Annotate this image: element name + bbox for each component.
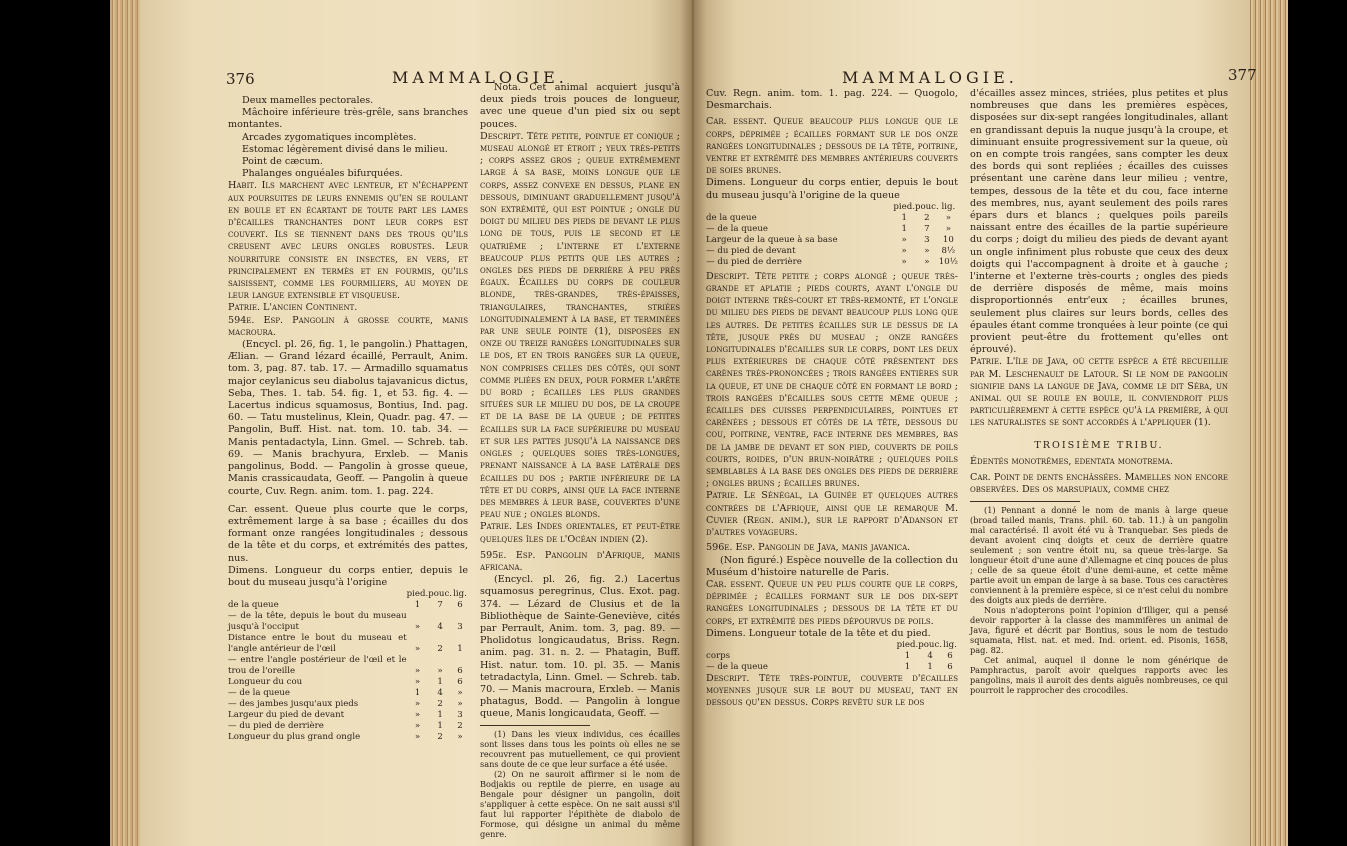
paragraph: Patrie. L'île de Java, où cette espèce a été recueillie par M. Leschenault de Latour. Si le nom de pangolin signifie dans la langue de Java, comme le dit Séba, un animal qui se roule en boule, il conviendroit plus particulièrement à cette espèce qu'à la première, à qui les naturalistes se sont accordés à l'appliquer (1). bbox=[970, 356, 1228, 429]
table-cell: 2 bbox=[457, 721, 463, 732]
table-cell: 3 bbox=[457, 710, 463, 721]
footnote-rule bbox=[970, 501, 1080, 502]
table-row bbox=[706, 235, 958, 246]
table-cell: — de la queue bbox=[228, 688, 290, 699]
table-row bbox=[228, 655, 468, 677]
book-gutter bbox=[680, 0, 706, 846]
table-header: pouc. bbox=[428, 589, 452, 600]
left-page bbox=[140, 0, 693, 846]
table-cell: — de la tête, depuis le bout du museau jusqu'à l'occiput bbox=[228, 611, 407, 633]
table-header: lig. bbox=[941, 201, 956, 212]
paragraph: Patrie. Les Indes orientales, et peut-être quelques îles de l'Océan indien (2). bbox=[480, 521, 680, 545]
left-column-1 bbox=[228, 95, 468, 835]
paragraph: Descript. Tête très-pointue, couverte d'écailles moyennes jusque sur le bout du museau, tant en dessous qu'en dessus. Corps revêtu sur le dos bbox=[706, 672, 958, 709]
paragraph: Car. essent. Queue beaucoup plus longue que le corps, déprimée ; écailles formant sur le dos onze rangées longitudinales ; dessous de la tête, poitrine, ventre et extrémité des membres antérieurs couverts de soies brunes. bbox=[706, 116, 958, 177]
paragraph: Car. Point de dents enchâssées. Mamelles non encore observées. Des os marsupiaux, comme chez bbox=[970, 472, 1228, 496]
paragraph: d'écailles assez minces, striées, plus petites et plus nombreuses que dans les premières espèces, disposées sur dix-sept rangées longitudinales, allant en grandissant depuis la nuque jusqu'à la croupe, et diminuant ensuite progressivement sur la queue, où on en compte trois rangées, sans compter les deux des bords qui sont repliées ; écailles des cuisses présentant une carène dans leur milieu ; ventre, tempes, dessous de la tête et du cou, face interne des membres, nus, ayant seulement des poils rares épars durs et blancs ; quelques poils pareils naissant entre des écailles de la partie supérieure du corps ; doigt du milieu des pieds de devant ayant un ongle infiniment plus robuste que ceux des deux doigts qui l'accompagnent à droite et à gauche ; l'interne et l'externe très-courts ; ongles des pieds de derrière disposés de même, mais moins disproportionnés entr'eux ; écailles brunes, seulement plus claires sur leurs bords, celles des épaules étant comme tronquées à leur pointe (ce qui provient peut-être du frottement qu'elles ont éprouvé). bbox=[970, 88, 1228, 356]
table-header: lig. bbox=[943, 639, 957, 650]
species-heading: 596e. Esp. Pangolin de Java, manis javanica. bbox=[706, 542, 911, 554]
table-cell: 1 bbox=[904, 661, 911, 672]
tribe-title: TROISIÈME TRIBU. bbox=[1034, 439, 1164, 451]
table-header-row bbox=[228, 589, 468, 600]
left-page-edges bbox=[110, 0, 142, 846]
table-cell: corps bbox=[706, 650, 731, 661]
table-cell: 1 bbox=[437, 677, 443, 688]
table-cell: 2 bbox=[924, 212, 930, 223]
paragraph: Patrie. Le Sénégal, la Guinée et quelques autres contrées de l'Afrique, ainsi que le remarque M. Cuvier (Regn. anim.), sur le rapport d'Adanson et d'autres voyageurs. bbox=[706, 490, 958, 539]
footnote: Cet animal, auquel il donne le nom générique de Pamphractus, paroît avoir quelques rapports avec les pangolins, mais il auroit des dents aiguës nombreuses, ce qui pourroit le rapprocher des crocodiles. bbox=[970, 654, 1228, 695]
table-cell: 2 bbox=[437, 699, 443, 710]
table-row bbox=[228, 699, 468, 710]
table-row bbox=[228, 710, 468, 721]
table-cell: » bbox=[924, 256, 930, 267]
paragraph: (Encycl. pl. 26, fig. 1, le pangolin.) Phattagen, Ælian. — Grand lézard écaillé, Perrault, Anim. tom. 3, pag. 87. tab. 17. — Armadillo squamatus major ceylanicus seu diabolus tajavanicus dictus, Seba, Thes. 1. tab. 54. fig. 1, et 53. fig. 4. — Lacertus indicus squamosus, Bontius, Ind. pag. 60. — Tatu mustelinus, Klein, Quadr. pag. 47. — Pangolin, Buff. Hist. nat. tom. 10. tab. 34. — Manis pentadactyla, Linn. Gmel. — Schreb. tab. 69. — Manis brachyura, Erxleb. — Manis pangolinus, Bodd. — Pangolin à grosse queue, Manis crassicaudata, Geoff. — Pangolin à queue courte, Cuv. Regn. anim. tom. 1. pag. 224. bbox=[228, 339, 468, 497]
paragraph: Deux mamelles pectorales. bbox=[242, 95, 374, 106]
table-cell: — de la queue bbox=[706, 661, 768, 672]
table-cell: » bbox=[457, 688, 463, 699]
table-cell: 10½ bbox=[938, 256, 958, 267]
table-cell: Distance entre le bout du museau et l'angle antérieur de l'œil bbox=[228, 633, 407, 655]
table-cell: — du pied de derrière bbox=[228, 721, 324, 732]
table-cell: Largeur de la queue à sa base bbox=[706, 234, 838, 245]
paragraph: Estomac légèrement divisé dans le milieu. bbox=[242, 143, 448, 155]
table-cell: 6 bbox=[947, 650, 953, 661]
table-cell: 7 bbox=[437, 600, 443, 611]
paragraph: (Encycl. pl. 26, fig. 2.) Lacertus squamosus peregrinus, Clus. Exot. pag. 374. — Lézard de Clusius et de la Bibliothèque de Sainte-Geneviève, cités par Perrault, Anim. tom. 3, pag. 89. — Pholidotus longicaudatus, Briss. Regn. anim. pag. 31. n. 2. — Phatagin, Buff. Hist. natur. tom. 10. pl. 35. — Manis tetradactyla, Linn. Gmel. — Schreb. tab. 70. — Manis macroura, Erxleb. — Manis phatagus, Bodd. — Pangolin à longue queue, Manis longicaudata, Geoff. — bbox=[480, 574, 680, 720]
table-cell: 3 bbox=[924, 234, 930, 245]
table-row bbox=[228, 732, 468, 743]
right-column-2 bbox=[970, 88, 1228, 840]
footnote: Nous n'adopterons point l'opinion d'Illiger, qui a pensé devoir rapporter à la classe des mammifères un animal de Java, figuré et décrit par Bontius, sous le nom de testudo squamata, Hist. nat. et med. Ind. orient. ed. Pisonis, 1658, pag. 82. bbox=[970, 604, 1228, 655]
paragraph: Habit. Ils marchent avec lenteur, et n'échappent aux poursuites de leurs ennemis qu'en se roulant en boule et en écartant de toute part les lames d'écailles tranchantes dont leur corps est couvert. Ils se tiennent dans des trous qu'ils creusent avec leurs ongles robustes. Leur nourriture consiste en insectes, en vers, et principalement en termès et en fourmis, qu'ils saisissent, comme les fourmiliers, au moyen de leur langue extensible et visqueuse. bbox=[228, 180, 468, 302]
table-header: pied. bbox=[406, 589, 429, 600]
footnote: (2) On ne sauroit affirmer si le nom de Bodjakis ou reptile de pierre, en usage au Bengale pour désigner un pangolin, doit s'appliquer à cette espèce. On ne sait aussi s'il faut lui rapporter l'épithète de diabolo de Formose, qui désigne un animal du même genre. bbox=[480, 768, 680, 839]
table-cell: » bbox=[945, 223, 951, 234]
footnote-rule bbox=[480, 725, 590, 726]
table-cell: 6 bbox=[947, 661, 953, 672]
table-cell: — entre l'angle postérieur de l'œil et le trou de l'oreille bbox=[228, 655, 407, 677]
paragraph: Car. essent. Queue un peu plus courte que le corps, déprimée ; écailles formant sur le dos dix-sept rangées longitudinales ; dessous de la tête et du corps, et extrémité des pieds dépourvus de poils. bbox=[706, 578, 958, 627]
table-cell: Largeur du pied de devant bbox=[228, 710, 345, 721]
table-cell: 2 bbox=[437, 644, 443, 655]
table-cell: » bbox=[924, 245, 930, 256]
paragraph: Car. essent. Queue plus courte que le corps, extrêmement large à sa base ; écailles du dos formant onze rangées longitudinales ; dessous de la tête et du corps, et extrémités des pattes, nus. bbox=[228, 503, 468, 564]
page-number: 377 bbox=[1228, 66, 1257, 84]
table-cell: 1 bbox=[414, 688, 421, 699]
table-cell: Longueur du cou bbox=[228, 677, 303, 688]
table-cell: 1 bbox=[901, 223, 907, 234]
page-number: 376 bbox=[226, 70, 255, 88]
left-column-2 bbox=[480, 82, 680, 837]
running-head: MAMMALOGIE. bbox=[392, 68, 568, 87]
table-header: pied. bbox=[896, 639, 919, 650]
paragraph: Nota. Cet animal acquiert jusqu'à deux pieds trois pouces de longueur, avec une queue d'un pied six ou sept pouces. bbox=[480, 82, 680, 130]
paragraph: Dimens. Longueur du corps entier, depuis le bout du museau jusqu'à l'origine bbox=[228, 564, 468, 588]
table-cell: » bbox=[414, 699, 421, 710]
table-cell: 1 bbox=[437, 710, 443, 721]
table-row bbox=[228, 633, 468, 655]
table-cell: 3 bbox=[457, 622, 463, 633]
table-cell: 4 bbox=[437, 688, 443, 699]
table-cell: 7 bbox=[924, 223, 930, 234]
paragraph: Dimens. Longueur totale de la tête et du pied. bbox=[706, 627, 931, 639]
right-page-edges bbox=[1248, 0, 1288, 846]
table-cell: Longueur du plus grand ongle bbox=[228, 732, 361, 743]
table-cell: » bbox=[414, 732, 421, 743]
table-cell: 6 bbox=[457, 677, 463, 688]
table-row bbox=[706, 224, 958, 235]
table-cell: » bbox=[414, 721, 421, 732]
table-cell: de la queue bbox=[706, 212, 757, 223]
footnote: (1) Pennant a donné le nom de manis à large queue (broad tailed manis, Trans. phil. 60. tab. 11.) à un pangolin mal caractérisé. Il avoit été vu à Tranquebar. Ses pieds de devant avoient cinq doigts et ceux de derrière quatre seulement ; son ventre étoit nu, sa queue très-large. Sa longueur étoit d'une aune d'Allemagne et cinq pouces de plus ; celle de sa queue étoit d'une demi-aune, et cette même partie avoit un empan de large à sa base. Tous ces caractères conviennent à la première espèce, si ce n'est celui du nombre des doigts aux pieds de derrière. bbox=[970, 504, 1228, 605]
table-header: pouc. bbox=[918, 639, 942, 650]
table-row bbox=[706, 651, 958, 662]
table-cell: » bbox=[414, 644, 421, 655]
table-row bbox=[706, 257, 958, 268]
table-cell: 1 bbox=[437, 721, 443, 732]
table-cell: 6 bbox=[457, 666, 463, 677]
table-cell: 1 bbox=[904, 650, 911, 661]
table-cell: » bbox=[457, 732, 463, 743]
paragraph: Mâchoire inférieure très-grêle, sans branches montantes. bbox=[228, 107, 468, 131]
paragraph: Descript. Tête petite ; corps alongé ; queue très-grande et aplatie ; pieds courts, ayant l'ongle du doigt interne très-court et très-remonté, et l'ongle du milieu des pieds de devant beaucoup plus long que les autres. De petites écailles sur le dessus de la tête, jusque près du museau ; onze rangées longitudinales d'écailles sur le corps, dont les deux plus extérieures de chaque côté présentent des carènes très-prononcées ; trois rangées entières sur la queue, et une de chaque côté en formant le bord ; trois rangées d'écailles sous cette même queue ; écailles des cuisses perpendiculaires, pointues et carénées ; dessous et côtés de la tête, dessous du cou, poitrine, ventre, face interne des membres, bas de la jambe de devant et son pied, couverts de poils courts, roides, d'un brun-noirâtre ; quelques poils semblables à la base des ongles des pieds de derrière ; ongles bruns ; écailles brunes. bbox=[706, 270, 958, 490]
table-cell: 1 bbox=[457, 644, 463, 655]
table-cell: 4 bbox=[927, 650, 933, 661]
tribe-subtitle: Édentés monotrêmes, edentata monotrema. bbox=[970, 455, 1173, 467]
table-cell: 2 bbox=[437, 732, 443, 743]
table-header: pied. bbox=[893, 201, 915, 212]
table-row bbox=[706, 213, 958, 224]
table-row bbox=[228, 677, 468, 688]
table-cell: 1 bbox=[414, 600, 421, 611]
table-row bbox=[228, 721, 468, 732]
table-row bbox=[706, 246, 958, 257]
table-cell: 6 bbox=[457, 600, 463, 611]
table-row bbox=[706, 662, 958, 673]
right-column-1 bbox=[706, 88, 958, 840]
table-header: lig. bbox=[453, 589, 467, 600]
table-header: pouc. bbox=[914, 201, 939, 212]
table-cell: de la queue bbox=[228, 600, 279, 611]
species-heading: 594e. Esp. Pangolin à grosse courte, manis macroura. bbox=[228, 314, 468, 338]
table-cell: » bbox=[901, 234, 907, 245]
table-cell: » bbox=[414, 666, 421, 677]
right-page bbox=[692, 0, 1257, 846]
table-cell: » bbox=[414, 710, 421, 721]
table-cell: — de la queue bbox=[706, 223, 768, 234]
table-cell: 8½ bbox=[941, 245, 956, 256]
table-row bbox=[228, 611, 468, 633]
table-header-row bbox=[706, 640, 958, 651]
table-cell: » bbox=[901, 245, 907, 256]
table-cell: — du pied de devant bbox=[706, 245, 796, 256]
table-cell: » bbox=[414, 622, 421, 633]
table-cell: » bbox=[901, 256, 907, 267]
footnote: (1) Dans les vieux individus, ces écailles sont lisses dans tous les points où elles ne se recouvrent pas mutuellement, ce qui provient sans doute de ce que leur surface a été usée. bbox=[480, 728, 680, 769]
table-row bbox=[228, 688, 468, 699]
table-cell: » bbox=[945, 212, 951, 223]
table-header-row bbox=[706, 202, 958, 213]
table-cell: » bbox=[457, 699, 463, 710]
table-cell: 4 bbox=[437, 622, 443, 633]
table-cell: » bbox=[414, 677, 421, 688]
paragraph: (Non figuré.) Espèce nouvelle de la collection du Muséum d'histoire naturelle de Paris. bbox=[706, 554, 958, 578]
table-cell: » bbox=[437, 666, 443, 677]
table-row bbox=[228, 600, 468, 611]
table-cell: — du pied de derrière bbox=[706, 256, 802, 267]
paragraph: Dimens. Longueur du corps entier, depuis le bout du museau jusqu'à l'origine de la queue bbox=[706, 177, 958, 201]
table-cell: 1 bbox=[927, 661, 933, 672]
dimensions-table bbox=[228, 589, 468, 743]
paragraph: Descript. Tête petite, pointue et conique ; museau alongé et étroit ; yeux très-petits ; corps assez gros ; queue extrêmement large à sa base, moins longue que le corps, assez convexe en dessus, plane en dessous, diminuant graduellement jusqu'à son extrémité, qui est pointue ; ongle du doigt du milieu des pieds de devant le plus long de tous, puis le second et le quatrième ; l'interne et l'externe beaucoup plus petits que les autres ; ongles des pieds de derrière à peu près égaux. Écailles du corps de couleur blonde, très-grandes, très-épaisses, triangulaires, tranchantes, striées longitudinalement à la base, et terminées par une seule pointe (1), disposées en onze ou treize rangées longitudinales sur le dos, et en trois rangées sur la queue, non comprises celles des côtés, qui sont comme pliées en deux, pour former l'arête du bord ; écailles les plus grandes situées sur le milieu du dos, de la croupe et de la base de la queue ; de petites écailles sur la face supérieure du museau et sur les pattes jusqu'à la naissance des ongles ; quelques soies très-longues, prenant naissance à la base latérale des écailles du dos ; partie inférieure de la tête et du corps, ainsi que la face interne des membres à leur base, couvertes d'une peau nue ; ongles blonds. bbox=[480, 130, 680, 521]
table-cell: 1 bbox=[901, 212, 907, 223]
table-cell: 10 bbox=[942, 234, 954, 245]
table-cell: — des jambes jusqu'aux pieds bbox=[228, 699, 359, 710]
paragraph: Point de cæcum. bbox=[242, 156, 323, 168]
running-head: MAMMALOGIE. bbox=[842, 68, 1018, 87]
paragraph: Arcades zygomatiques incomplètes. bbox=[242, 131, 417, 143]
paragraph: Cuv. Regn. anim. tom. 1. pag. 224. — Quogolo, Desmarchais. bbox=[706, 88, 958, 112]
species-heading: 595e. Esp. Pangolin d'Afrique, manis africana. bbox=[480, 549, 680, 573]
dimensions-table bbox=[706, 202, 958, 268]
dimensions-table bbox=[706, 640, 958, 673]
paragraph: Patrie. L'ancien Continent. bbox=[228, 302, 358, 314]
paragraph: Phalanges onguéales bifurquées. bbox=[242, 168, 403, 180]
